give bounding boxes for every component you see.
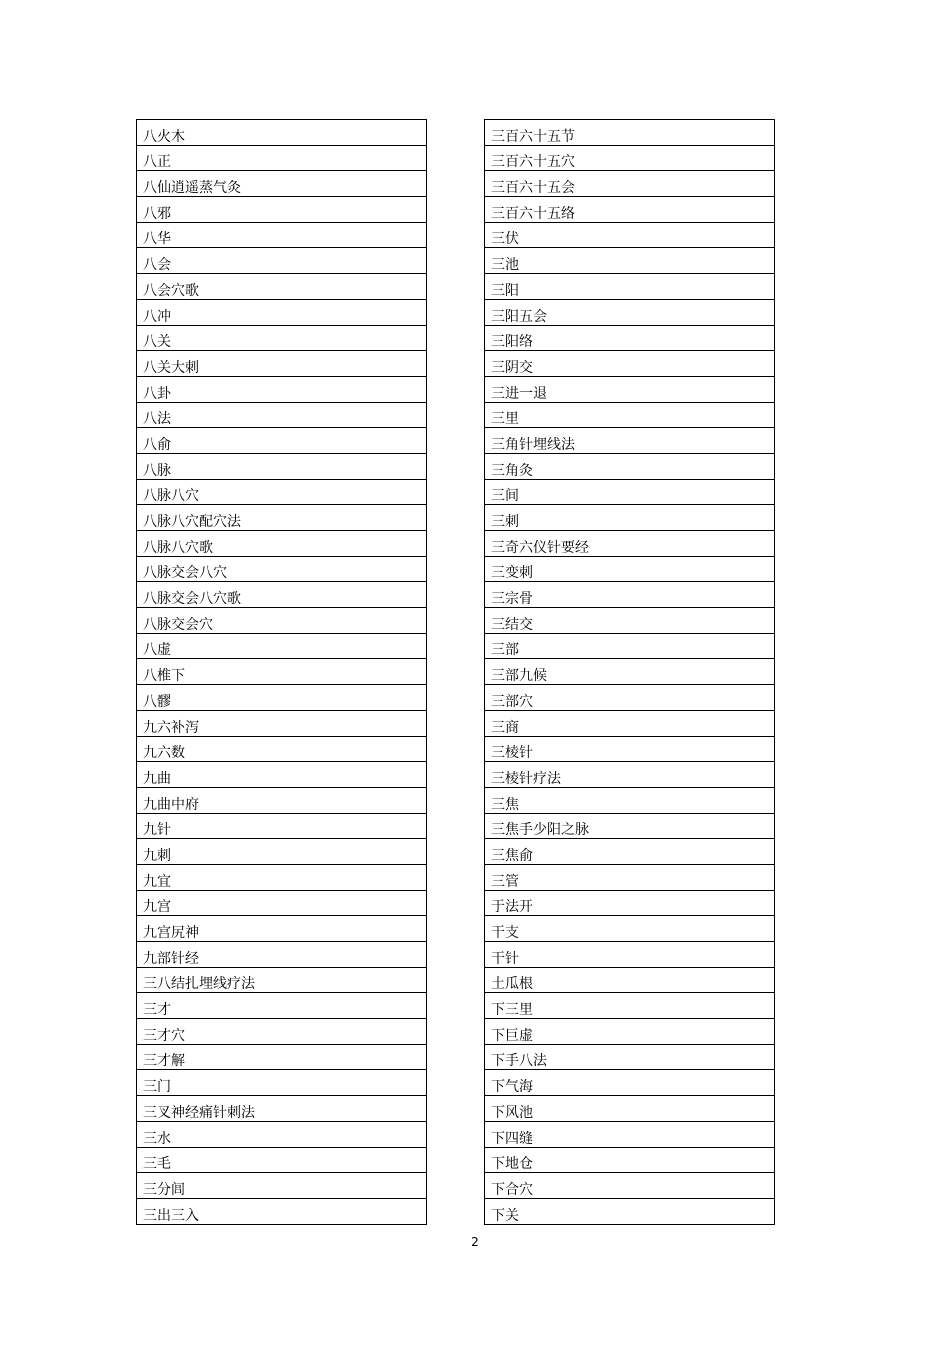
- term-cell: 三水: [137, 1121, 427, 1147]
- table-row: [485, 299, 775, 325]
- table-row: [485, 1198, 775, 1224]
- term-cell: 三叉神经痛针刺法: [137, 1096, 427, 1122]
- table-row: [137, 659, 427, 685]
- term-cell: 八俞: [137, 428, 427, 454]
- table-row: [485, 351, 775, 377]
- table-row: [485, 942, 775, 968]
- table-row: [485, 145, 775, 171]
- term-cell: 九刺: [137, 839, 427, 865]
- term-cell: 三才解: [137, 1044, 427, 1070]
- table-row: [485, 274, 775, 300]
- table-row: [137, 428, 427, 454]
- table-row: [137, 736, 427, 762]
- term-cell: 八会: [137, 248, 427, 274]
- term-cell: 三八结扎埋线疗法: [137, 967, 427, 993]
- table-row: [485, 1173, 775, 1199]
- term-cell: 三部穴: [485, 685, 775, 711]
- term-cell: 三阴交: [485, 351, 775, 377]
- term-cell: 下四缝: [485, 1121, 775, 1147]
- term-cell: 三才: [137, 993, 427, 1019]
- term-cell: 三池: [485, 248, 775, 274]
- term-cell: 八邪: [137, 197, 427, 223]
- table-row: [485, 428, 775, 454]
- table-row: [485, 839, 775, 865]
- table-row: [137, 864, 427, 890]
- term-table-right: [484, 119, 775, 1225]
- term-cell: 三才穴: [137, 1019, 427, 1045]
- table-row: [485, 479, 775, 505]
- term-cell: 三刺: [485, 505, 775, 531]
- table-row: [137, 453, 427, 479]
- table-row: [485, 916, 775, 942]
- table-row: [137, 890, 427, 916]
- table-row: [485, 222, 775, 248]
- term-cell: 三焦: [485, 787, 775, 813]
- table-row: [137, 531, 427, 557]
- term-cell: 八脉交会八穴: [137, 556, 427, 582]
- term-cell: 八脉交会八穴歌: [137, 582, 427, 608]
- table-row: [485, 171, 775, 197]
- table-row: [137, 402, 427, 428]
- term-cell: 三百六十五穴: [485, 145, 775, 171]
- table-row: [485, 505, 775, 531]
- table-row: [485, 248, 775, 274]
- table-row: [137, 608, 427, 634]
- table-row: [137, 762, 427, 788]
- table-row: [485, 1147, 775, 1173]
- term-cell: 八会穴歌: [137, 274, 427, 300]
- term-cell: 三百六十五会: [485, 171, 775, 197]
- term-cell: 三管: [485, 864, 775, 890]
- term-cell: 干针: [485, 942, 775, 968]
- term-cell: 八虚: [137, 633, 427, 659]
- term-cell: 八冲: [137, 299, 427, 325]
- term-cell: 三百六十五络: [485, 197, 775, 223]
- term-cell: 三商: [485, 710, 775, 736]
- table-row: [137, 505, 427, 531]
- term-cell: 九曲: [137, 762, 427, 788]
- table-row: [137, 967, 427, 993]
- term-table-left: [136, 119, 427, 1225]
- table-row: [485, 556, 775, 582]
- table-row: [137, 942, 427, 968]
- term-cell: 九曲中府: [137, 787, 427, 813]
- table-row: [485, 967, 775, 993]
- term-cell: 三部: [485, 633, 775, 659]
- term-cell: 下巨虚: [485, 1019, 775, 1045]
- term-cell: 三分闾: [137, 1173, 427, 1199]
- table-row: [137, 582, 427, 608]
- term-cell: 三毛: [137, 1147, 427, 1173]
- table-row: [485, 402, 775, 428]
- table-row: [137, 274, 427, 300]
- table-row: [137, 1070, 427, 1096]
- table-row: [137, 1096, 427, 1122]
- table-row: [137, 299, 427, 325]
- table-row: [485, 582, 775, 608]
- term-cell: 三里: [485, 402, 775, 428]
- term-cell: 下气海: [485, 1070, 775, 1096]
- term-cell: 下风池: [485, 1096, 775, 1122]
- term-cell: 三部九候: [485, 659, 775, 685]
- term-cell: 九部针经: [137, 942, 427, 968]
- term-cell: 八脉: [137, 453, 427, 479]
- term-cell: 下地仓: [485, 1147, 775, 1173]
- term-cell: 三间: [485, 479, 775, 505]
- term-cell: 八关: [137, 325, 427, 351]
- table-row: [485, 685, 775, 711]
- table-row: [485, 1096, 775, 1122]
- term-cell: 八髎: [137, 685, 427, 711]
- term-cell: 八正: [137, 145, 427, 171]
- table-row: [137, 556, 427, 582]
- table-row: [485, 864, 775, 890]
- table-row: [485, 608, 775, 634]
- term-cell: 三棱针疗法: [485, 762, 775, 788]
- table-row: [485, 787, 775, 813]
- term-cell: 三焦俞: [485, 839, 775, 865]
- table-row: [485, 633, 775, 659]
- term-cell: 三伏: [485, 222, 775, 248]
- table-row: [137, 120, 427, 146]
- table-row: [137, 685, 427, 711]
- table-row: [137, 222, 427, 248]
- term-cell: 八卦: [137, 376, 427, 402]
- table-row: [137, 839, 427, 865]
- term-cell: 下合穴: [485, 1173, 775, 1199]
- term-cell: 九针: [137, 813, 427, 839]
- table-row: [485, 1019, 775, 1045]
- table-row: [485, 325, 775, 351]
- term-cell: 九六补泻: [137, 710, 427, 736]
- table-row: [485, 993, 775, 1019]
- term-cell: 三宗骨: [485, 582, 775, 608]
- term-cell: 三奇六仪针要经: [485, 531, 775, 557]
- table-row: [137, 993, 427, 1019]
- page-number: 2: [471, 1235, 479, 1249]
- term-cell: 三进一退: [485, 376, 775, 402]
- term-cell: 八华: [137, 222, 427, 248]
- table-row: [485, 197, 775, 223]
- term-cell: 三棱针: [485, 736, 775, 762]
- term-cell: 八脉八穴配穴法: [137, 505, 427, 531]
- table-row: [137, 376, 427, 402]
- term-cell: 八椎下: [137, 659, 427, 685]
- term-cell: 三角灸: [485, 453, 775, 479]
- table-row: [485, 376, 775, 402]
- table-row: [485, 453, 775, 479]
- table-row: [485, 659, 775, 685]
- table-row: [137, 479, 427, 505]
- table-row: [137, 787, 427, 813]
- term-cell: 干支: [485, 916, 775, 942]
- table-row: [137, 171, 427, 197]
- table-row: [137, 248, 427, 274]
- term-cell: 九宜: [137, 864, 427, 890]
- term-cell: 八法: [137, 402, 427, 428]
- table-row: [137, 197, 427, 223]
- table-row: [137, 633, 427, 659]
- term-cell: 下手八法: [485, 1044, 775, 1070]
- term-cell: 土瓜根: [485, 967, 775, 993]
- table-row: [485, 120, 775, 146]
- table-row: [137, 710, 427, 736]
- table-row: [137, 1019, 427, 1045]
- table-row: [137, 1044, 427, 1070]
- term-cell: 三焦手少阳之脉: [485, 813, 775, 839]
- term-cell: 三阳络: [485, 325, 775, 351]
- term-cell: 三阳五会: [485, 299, 775, 325]
- table-row: [485, 736, 775, 762]
- table-row: [137, 1198, 427, 1224]
- table-row: [485, 710, 775, 736]
- table-row: [137, 1147, 427, 1173]
- term-cell: 下三里: [485, 993, 775, 1019]
- term-cell: 九宫: [137, 890, 427, 916]
- term-cell: 八脉八穴歌: [137, 531, 427, 557]
- table-row: [137, 351, 427, 377]
- table-row: [137, 145, 427, 171]
- term-cell: 八脉交会穴: [137, 608, 427, 634]
- term-cell: 三出三入: [137, 1198, 427, 1224]
- term-cell: 三变刺: [485, 556, 775, 582]
- table-row: [485, 1121, 775, 1147]
- term-cell: 八脉八穴: [137, 479, 427, 505]
- term-cell: 下关: [485, 1198, 775, 1224]
- table-row: [485, 762, 775, 788]
- table-row: [485, 890, 775, 916]
- table-row: [137, 1121, 427, 1147]
- table-row: [137, 325, 427, 351]
- table-row: [137, 916, 427, 942]
- term-cell: 于法开: [485, 890, 775, 916]
- term-cell: 三阳: [485, 274, 775, 300]
- term-cell: 八关大刺: [137, 351, 427, 377]
- table-row: [137, 1173, 427, 1199]
- term-cell: 三角针埋线法: [485, 428, 775, 454]
- table-row: [485, 813, 775, 839]
- term-cell: 九宫尻神: [137, 916, 427, 942]
- table-row: [137, 813, 427, 839]
- term-cell: 三百六十五节: [485, 120, 775, 146]
- term-cell: 九六数: [137, 736, 427, 762]
- term-cell: 八火木: [137, 120, 427, 146]
- table-row: [485, 531, 775, 557]
- term-cell: 三门: [137, 1070, 427, 1096]
- term-cell: 八仙逍遥蒸气灸: [137, 171, 427, 197]
- term-cell: 三结交: [485, 608, 775, 634]
- table-row: [485, 1070, 775, 1096]
- table-row: [485, 1044, 775, 1070]
